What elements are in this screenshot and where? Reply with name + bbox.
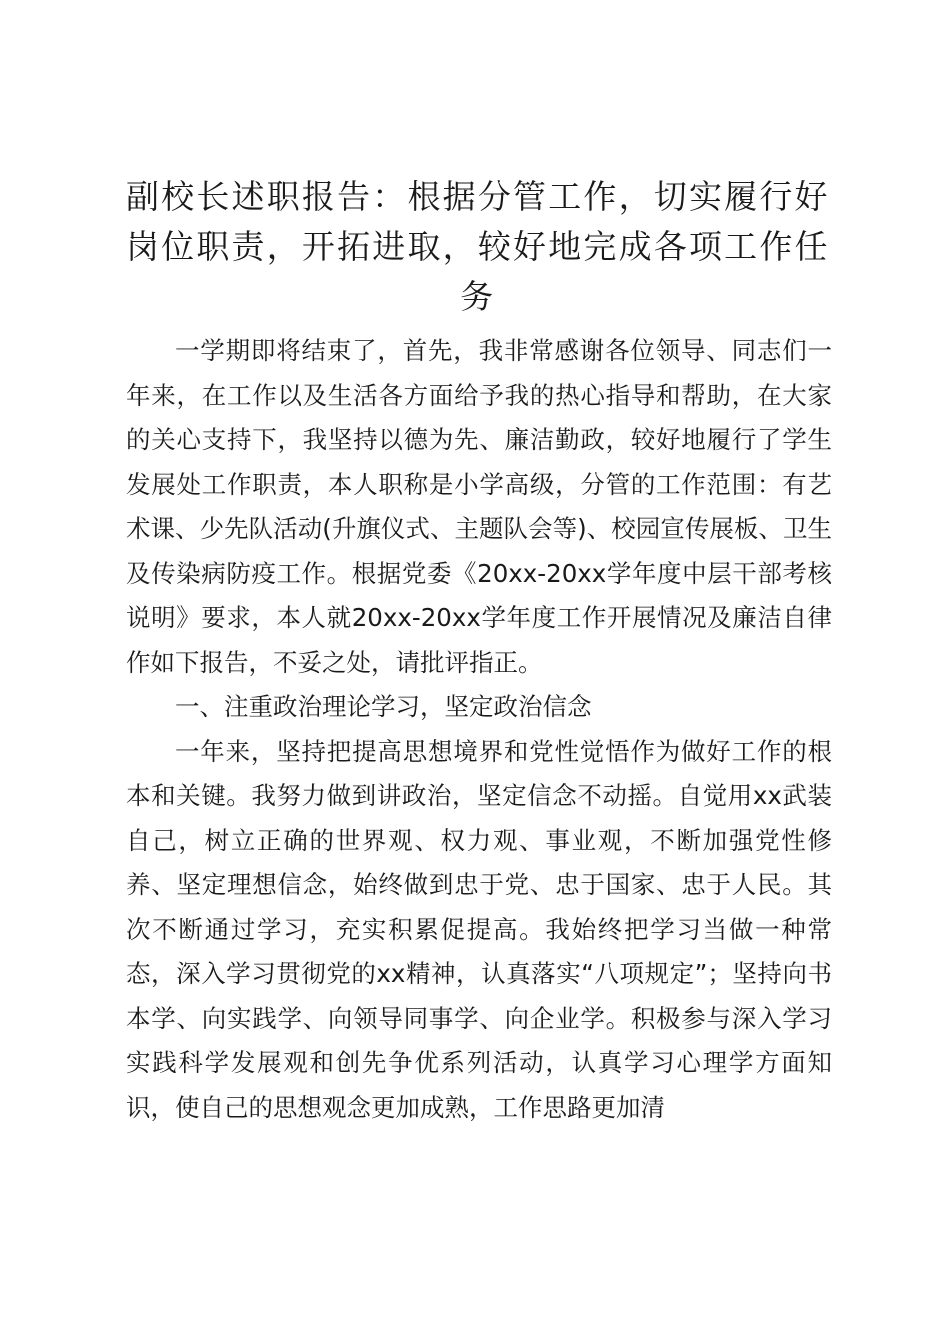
document-body	[126, 329, 832, 1130]
paragraph-intro: 一学期即将结束了，首先，我非常感谢各位领导、同志们一年来，在工作以及生活各方面给予我的热心指导和帮助，在大家的关心支持下，我坚持以德为先、廉洁勤政，较好地履行了学生发展处工作职责，本人职称是小学高级，分管的工作范围：有艺术课、少先队活动(升旗仪式、主题队会等)、校园宣传展板、卫生及传染病防疫工作。根据党委《20xx-20xx学年度中层干部考核说明》要求，本人就20xx-20xx学年度工作开展情况及廉洁自律作如下报告，不妥之处，请批评指正。	[126, 336, 832, 677]
document-title: 副校长述职报告：根据分管工作，切实履行好岗位职责，开拓进取，较好地完成各项工作任务	[126, 177, 828, 316]
paragraph-section-1: 一年来，坚持把提高思想境界和党性觉悟作为做好工作的根本和关键。我努力做到讲政治，坚定信念不动摇。自觉用xx武装自己，树立正确的世界观、权力观、事业观，不断加强党性修养、坚定理想信念，始终做到忠于党、忠于国家、忠于人民。其次不断通过学习，充实积累促提高。我始终把学习当做一种常态，深入学习贯彻党的xx精神，认真落实“八项规定”；坚持向书本学、向实践学、向领导同事学、向企业学。积极参与深入学习实践科学发展观和创先争优系列活动，认真学习心理学方面知识，使自己的思想观念更加成熟，工作思路更加清	[126, 736, 832, 1122]
section-heading-1: 一、注重政治理论学习，坚定政治信念	[175, 692, 592, 721]
